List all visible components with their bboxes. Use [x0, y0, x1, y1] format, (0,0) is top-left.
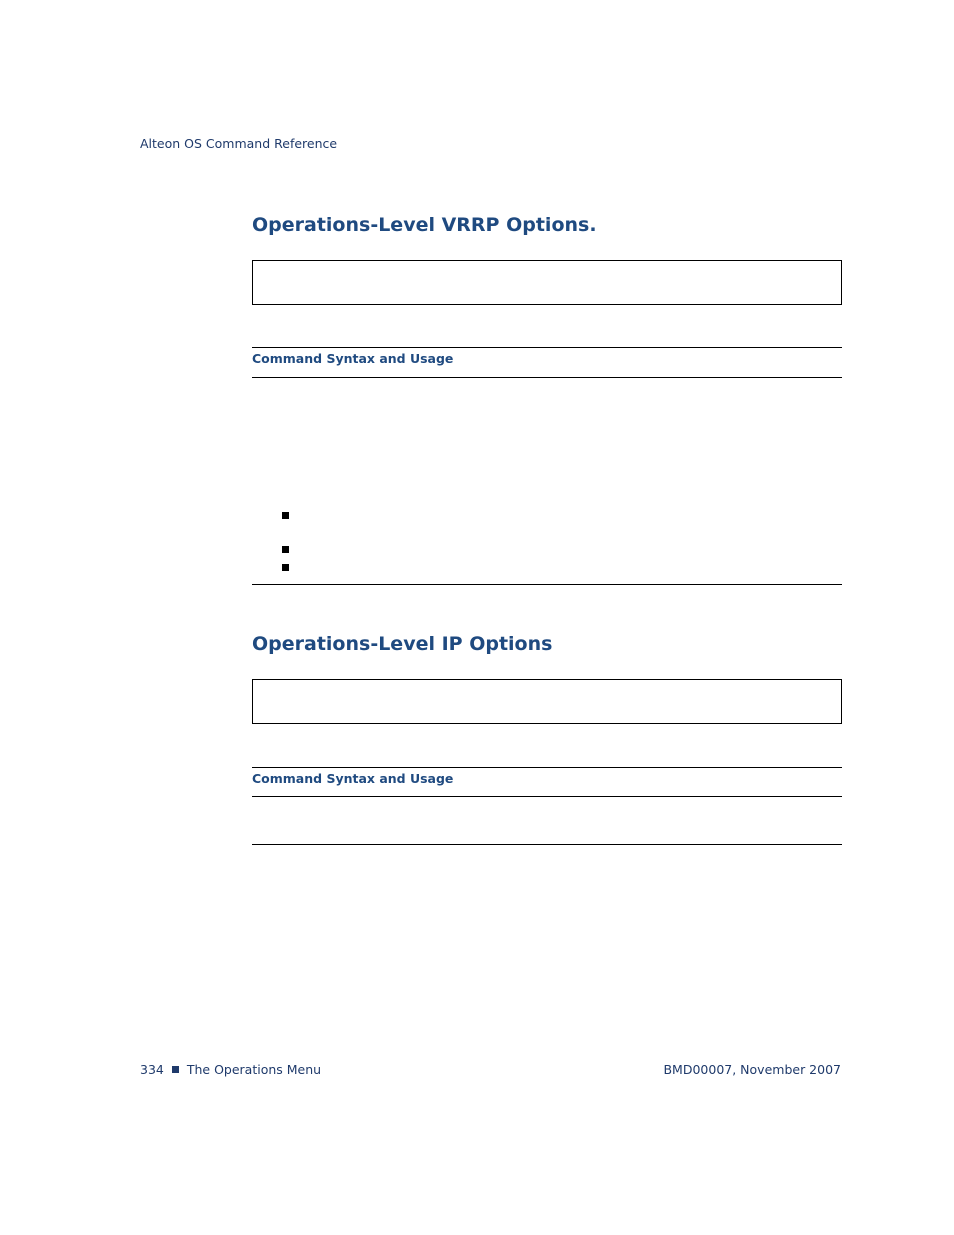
table-header-ip: Command Syntax and Usage	[252, 771, 454, 786]
footer-separator-icon	[172, 1066, 179, 1073]
command-box-vrrp	[252, 260, 842, 305]
bullet-marker	[282, 546, 289, 553]
section-title-vrrp: Operations-Level VRRP Options.	[252, 214, 597, 236]
running-head: Alteon OS Command Reference	[140, 136, 338, 151]
section-title-ip: Operations-Level IP Options	[252, 633, 553, 655]
command-box-ip	[252, 679, 842, 724]
bullet-marker	[282, 564, 289, 571]
table-rule-top-ip	[252, 767, 842, 768]
table-rule-top-vrrp	[252, 347, 842, 348]
page-number: 334	[140, 1062, 164, 1077]
footer-doc-id: BMD00007, November 2007	[663, 1062, 841, 1077]
table-rule-bottom-ip	[252, 844, 842, 845]
chapter-name: The Operations Menu	[186, 1062, 322, 1077]
table-header-vrrp: Command Syntax and Usage	[252, 351, 454, 366]
footer-left	[140, 1062, 321, 1077]
bullet-marker	[282, 512, 289, 519]
table-rule-header-ip	[252, 796, 842, 797]
table-rule-bottom-vrrp	[252, 584, 842, 585]
table-rule-header-vrrp	[252, 377, 842, 378]
